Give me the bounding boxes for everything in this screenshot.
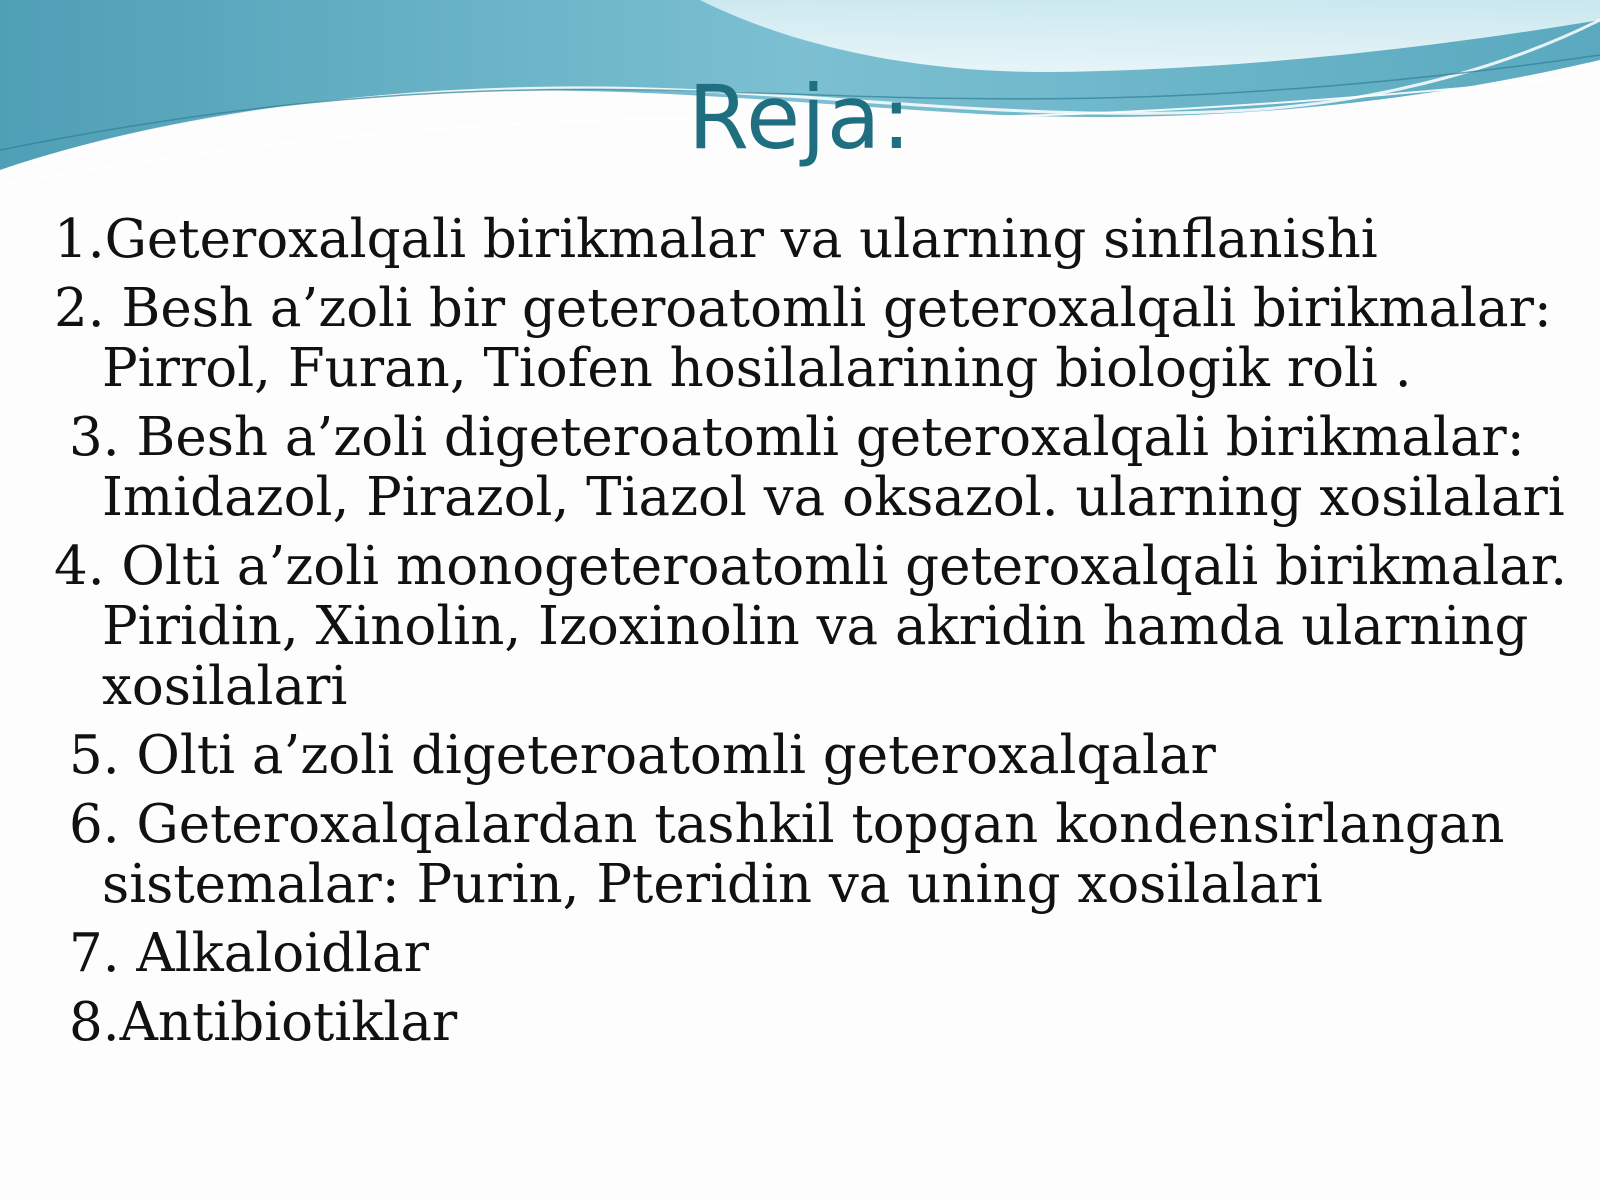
slide-title: Reja: <box>687 66 913 169</box>
agenda-item-4: 4. Olti a’zoli monogeteroatomli geteroxalqali birikmalar. Piridin, Xinolin, Izoxinolin va akridin hamda ularning xosilalari <box>54 536 1568 717</box>
agenda-item-8: 8.Antibiotiklar <box>69 992 458 1053</box>
agenda-item-2: 2. Besh a’zoli bir geteroatomli geteroxalqali birikmalar: Pirrol, Furan, Tiofen hosilalarining biologik roli . <box>54 278 1552 399</box>
agenda-item-1: 1.Geteroxalqali birikmalar va ularning sinflanishi <box>54 209 1378 270</box>
agenda-item-6: 6. Geteroxalqalardan tashkil topgan kondensirlangan sistemalar: Purin, Pteridin va uning xosilalari <box>69 794 1505 915</box>
agenda-item-7: 7. Alkaloidlar <box>69 923 429 984</box>
agenda-item-3: 3. Besh a’zoli digeteroatomli geteroxalqali birikmalar: Imidazol, Pirazol, Tiazol va oksazol. ularning xosilalari <box>69 407 1565 528</box>
agenda-item-5: 5. Olti a’zoli digeteroatomli geteroxalqalar <box>69 725 1216 786</box>
agenda-list <box>54 210 1584 1062</box>
